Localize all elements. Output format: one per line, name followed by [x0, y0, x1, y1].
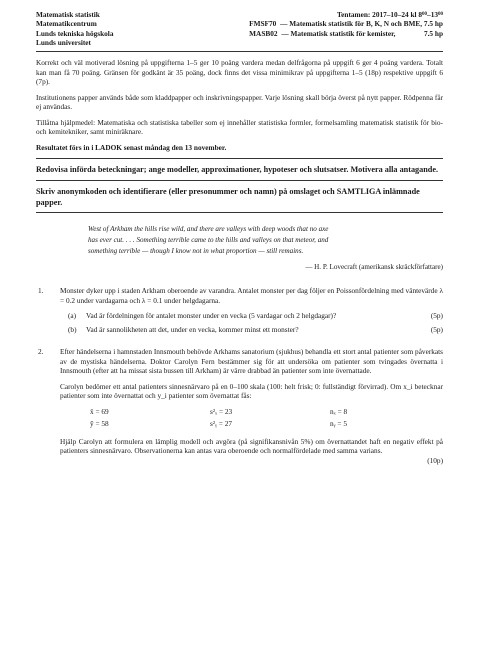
- instructions-notice: Redovisa införda beteckningar; ange modeller, approximationer, hypoteser och slutsatser. Motivera alla antagande.: [36, 165, 439, 175]
- problem-text: Efter händelserna i hamnstaden Innsmouth behövde Arkhams sanatorium (sjukhus) behandla ett stort antal patienter som påverkats av de mystiska händelserna. Doktor Carolyn Fern bestämmer sig för att undersöka om patienter som tvingades övernatta i Innsmouth (efter att ha missat sista bussen till Arkham) är värre drabbad än patienter som inte övernattade.: [60, 347, 443, 376]
- divider: [36, 158, 443, 159]
- epigraph-quote: West of Arkham the hills rise wild, and there are valleys with deep woods that no axe has ever cut. . . . Something terrible came to the hills and valleys on that meteor, and something terrible — though I know not in what proportion — still remains.: [88, 225, 329, 256]
- problem-number: 2.: [38, 347, 44, 357]
- stat-nx: nₓ = 8: [330, 406, 348, 416]
- stat-xbar: x̄ = 69: [90, 406, 109, 416]
- divider: [36, 180, 443, 181]
- problem-text: Hjälp Carolyn att formulera en lämplig modell och avgöra (på signifikansnivån 5%) om övernattandet haft en negativ effekt på patienters sinnesnärvaro. Observationerna kan antas vara oberoende och normalfördelade med samma varians.: [60, 436, 443, 456]
- intro-paragraph: Korrekt och väl motiverad lösning på uppgifterna 1–5 ger 10 poäng vardera medan delfrågorna på uppgift 6 ger 4 poäng vardera. Totalt kan man få 70 poäng. Gränsen för godkänt är 35 poäng, dock finns det vissa minimikrav på uppgifterna 1–5 (18p) respektive uppgift 6 (7p).: [36, 58, 443, 87]
- subquestion-a: (a) Vad är fördelningen för antalet monster under en vecka (5 vardagar och 2 helgdagar)? (5p): [68, 311, 443, 321]
- intro-paragraph: Institutionens papper används både som kladdpapper och inskrivningspapper. Varje lösning skall börja överst på nytt papper. Rödpenna får ej användas.: [36, 92, 443, 112]
- quote-attribution: — H. P. Lovecraft (amerikansk skräckförfattare): [305, 263, 443, 272]
- institution-block: [36, 10, 113, 47]
- divider: [36, 51, 443, 52]
- anonymous-code-notice: Skriv anonymkoden och identifierare (eller presonummer och namn) på omslaget och SAMTLIGA inlämnade papper.: [36, 186, 420, 207]
- subquestion-b: (b) Vad är sannolikheten att det, under en vecka, kommer minst ett monster? (5p): [68, 324, 443, 334]
- stat-sy2: s²ᵧ = 27: [210, 419, 233, 429]
- points: (5p): [430, 311, 443, 321]
- divider: [36, 212, 443, 213]
- problem-number: 1.: [38, 286, 44, 296]
- problem-text: Monster dyker upp i staden Arkham oberoende av varandra. Antalet monster per dag följer en Poissonfördelning med väntevärde λ = 0.2 under vardagarna och λ = 0.1 under helgdagarna.: [60, 286, 443, 305]
- problem-2: [36, 347, 443, 465]
- problem-1: [36, 286, 443, 337]
- intro-paragraph: Tillåtna hjälpmedel: Matematiska och statistiska tabeller som ej innehåller statistiska formler, formelsamling matematisk statistik för bio- och kemitekniker, samt miniräknare.: [36, 117, 443, 137]
- sample-statistics: [90, 407, 443, 429]
- points: (10p): [427, 455, 443, 465]
- points: (5p): [430, 324, 443, 334]
- exam-header: [36, 10, 443, 47]
- stat-sx2: s²ₓ = 23: [210, 406, 233, 416]
- stat-ny: nᵧ = 5: [330, 419, 347, 429]
- stat-ybar: ȳ = 58: [90, 419, 109, 429]
- problem-text: Carolyn bedömer ett antal patienters sinnesnärvaro på en 0–100 skala (100: helt frisk; 0: fullständigt förvirrad). Om x_i betecknar patienter som inte övernattat och y_i patienter som övernattat fås:: [60, 381, 443, 401]
- course-line-1: FMSF70 — Matematisk statistik för B, K, N och BME, 7.5 hp: [249, 19, 443, 29]
- institution-line: Lunds universitet: [36, 37, 91, 47]
- institution-line: Matematikcentrum: [36, 19, 97, 29]
- course-block: [249, 10, 443, 47]
- exam-date: Tentamen: 2017–10–24 kl $8^{00}-13^{00}$: [336, 10, 443, 19]
- institution-line: Lunds tekniska högskola: [36, 28, 114, 38]
- course-line-2: MASB02 — Matematisk statistik för kemister, 7.5 hp: [249, 28, 443, 38]
- institution-line: Matematisk statistik: [36, 10, 100, 19]
- ladok-notice: Resultatet förs in i LADOK senast måndag den 13 november.: [36, 142, 227, 152]
